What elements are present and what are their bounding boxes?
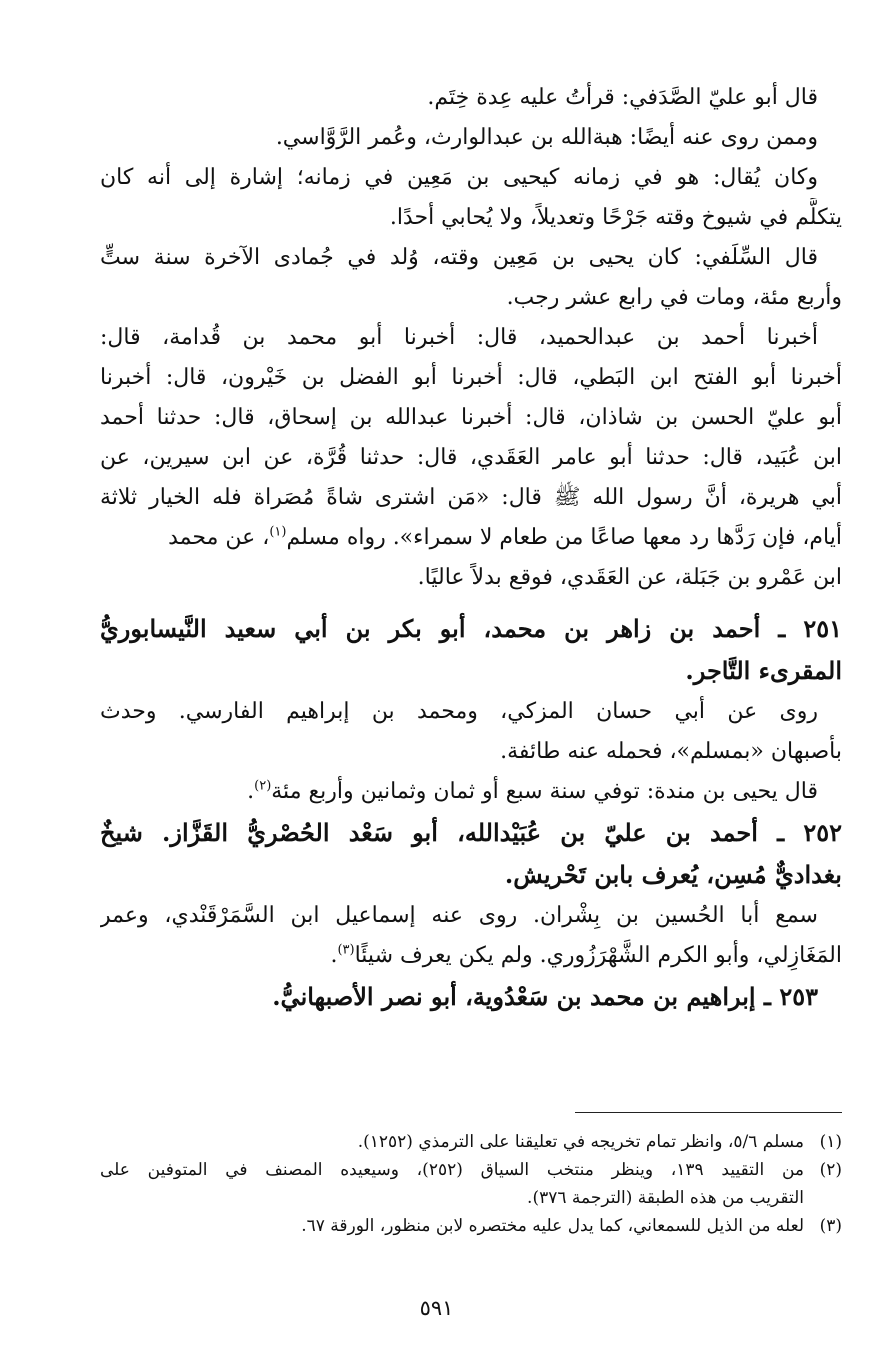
footnotes bbox=[100, 1128, 842, 1240]
entry-heading-251-cont: المقرىء التَّاجر. bbox=[685, 656, 842, 685]
entry-heading-253: ٢٥٣ ـ إبراهيم بن محمد بن سَعْدُوية، أبو نصر الأصبهانيُّ. bbox=[272, 982, 818, 1011]
footnote-text bbox=[100, 1156, 804, 1212]
footnote-number: (١) bbox=[819, 1132, 842, 1152]
text-segment: المَغَازِلي، وأبو الكرم الشَّهْرَزُوري. ولم يكن يعرف شيئًا bbox=[354, 943, 842, 968]
footnote-ref: (٢) bbox=[254, 778, 272, 794]
text-segment: . bbox=[247, 779, 255, 804]
text-line: ابن عُبَيد، قال: حدثنا أبو عامر العَقَدي، قال: حدثنا قُرَّة، عن ابن سيرين، عن bbox=[100, 445, 842, 470]
text-line: سمع أبا الحُسين بن بِشْران. روى عنه إسماعيل ابن السَّمَرْقَنْدي، وعمر bbox=[100, 903, 818, 928]
entry-heading-252: ٢٥٢ ـ أحمد بن عليّ بن عُبَيْدالله، أبو سَعْد الحُصْريُّ القَزَّاز. شيخٌ bbox=[100, 818, 842, 847]
text-line: بأصبهان «بمسلم»، فحمله عنه طائفة. bbox=[500, 739, 842, 764]
text-line: يتكلَّم في شيوخ وقته جَرْحًا وتعديلاً، ولا يُحابي أحدًا. bbox=[389, 205, 842, 230]
main-text bbox=[100, 78, 842, 1018]
footnote-number: (٣) bbox=[819, 1216, 842, 1236]
footnote-text bbox=[100, 1212, 804, 1240]
footnote-2 bbox=[100, 1156, 842, 1212]
footnote-line: مسلم ٥/٦، وانظر تمام تخريجه في تعليقنا على الترمذي (١٢٥٢). bbox=[357, 1132, 804, 1152]
footnote-ref: (١) bbox=[269, 524, 287, 540]
footnote-ref: (٣) bbox=[337, 942, 355, 958]
entry-heading-252-cont: بغداديٌّ مُسِن، يُعرف بابن تَحْريش. bbox=[504, 860, 842, 889]
footnote-line: التقريب من هذه الطبقة (الترجمة ٣٧٦). bbox=[527, 1188, 804, 1208]
text-segment: . bbox=[330, 943, 338, 968]
text-line: وأربع مئة، ومات في رابع عشر رجب. bbox=[506, 285, 842, 310]
text-line bbox=[100, 772, 842, 812]
footnote-1 bbox=[100, 1128, 842, 1156]
text-line: أخبرنا أحمد بن عبدالحميد، قال: أخبرنا أبو محمد بن قُدامة، قال: bbox=[100, 325, 818, 350]
text-line bbox=[100, 936, 842, 976]
text-line bbox=[100, 518, 842, 558]
text-line: قال أبو عليّ الصَّدَفي: قرأتُ عليه عِدة خِتَم. bbox=[427, 85, 818, 110]
page-number: ٥٩١ bbox=[419, 1296, 454, 1320]
text-segment: قال يحيى بن مندة: توفي سنة سبع أو ثمان وثمانين وأربع مئة bbox=[271, 779, 818, 804]
entry-heading-251: ٢٥١ ـ أحمد بن زاهر بن محمد، أبو بكر بن أبي سعيد النَّيسابوريُّ bbox=[100, 614, 842, 643]
footnote-number: (٢) bbox=[819, 1160, 842, 1180]
footnote-text bbox=[100, 1128, 804, 1156]
text-line: أبي هريرة، أنَّ رسول الله ﷺ قال: «مَن اشترى شاةً مُصَراة فله الخيار ثلاثة bbox=[100, 485, 842, 510]
text-line: روى عن أبي حسان المزكي، ومحمد بن إبراهيم الفارسي. وحدث bbox=[100, 699, 818, 724]
text-line: قال السِّلَفي: كان يحيى بن مَعِين وقته، وُلد في جُمادى الآخرة سنة ستٍّ bbox=[100, 245, 818, 270]
text-line: أخبرنا أبو الفتح ابن البَطي، قال: أخبرنا أبو الفضل بن خَيْرون، قال: أخبرنا bbox=[100, 365, 842, 390]
footnote-line: من التقييد ١٣٩، وينظر منتخب السياق (٢٥٢)، وسيعيده المصنف في المتوفين على bbox=[100, 1160, 804, 1180]
text-line: أبو عليّ الحسن بن شاذان، قال: أخبرنا عبدالله بن إسحاق، قال: حدثنا أحمد bbox=[100, 405, 842, 430]
text-line: ابن عَمْرو بن جَبَلة، عن العَقَدي، فوقع بدلاً عاليًا. bbox=[417, 565, 842, 590]
footnote-3 bbox=[100, 1212, 842, 1240]
text-segment: أيام، فإن رَدَّها رد معها صاعًا من طعام لا سمراء». رواه مسلم bbox=[286, 525, 842, 550]
text-line: وممن روى عنه أيضًا: هبةالله بن عبدالوارث، وعُمر الرَّوَّاسي. bbox=[275, 125, 818, 150]
text-line: وكان يُقال: هو في زمانه كيحيى بن مَعِين في زمانه؛ إشارة إلى أنه كان bbox=[100, 165, 818, 190]
text-segment: ، عن محمد bbox=[168, 525, 270, 550]
footnote-line: لعله من الذيل للسمعاني، كما يدل عليه مختصره لابن منظور، الورقة ٦٧. bbox=[301, 1216, 804, 1236]
footnote-separator bbox=[575, 1112, 842, 1113]
